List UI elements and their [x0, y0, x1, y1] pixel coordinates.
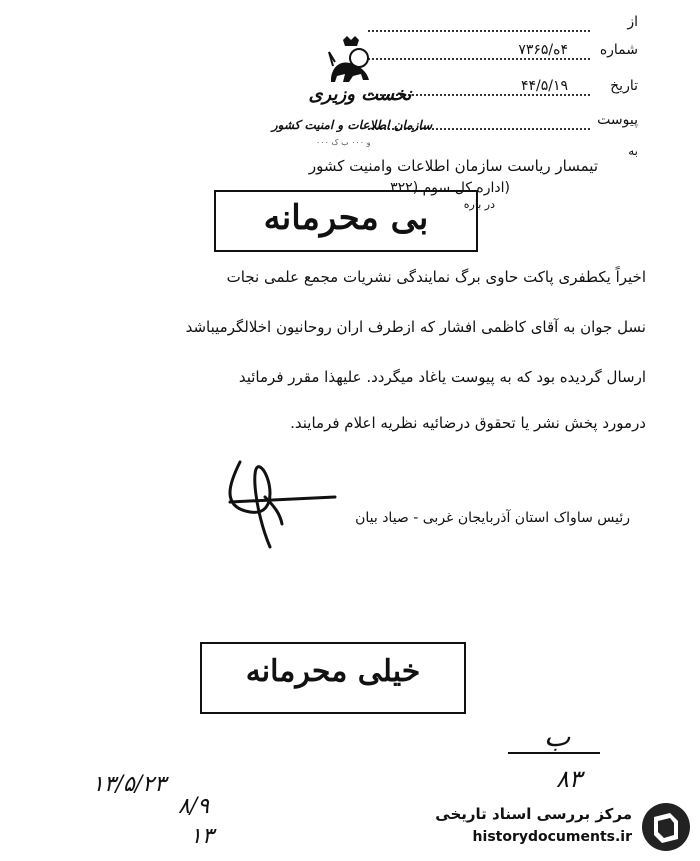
addressee-line: تیمسار ریاست سازمان اطلاعات وامنیت کشور — [308, 157, 598, 175]
number-label: شماره — [599, 42, 638, 58]
archive-watermark — [412, 799, 692, 855]
handwritten-underline — [508, 752, 600, 754]
attachment-label: پیوست — [597, 112, 638, 128]
body-line-1: اخیراً یکطفری پاکت حاوی برگ نمایندگی نشریات مجمع علمی نجات — [226, 268, 646, 286]
small-reference: ۰۰۰ و ۰۰۰ ب ک — [316, 138, 371, 147]
from-dotted-line — [368, 30, 590, 32]
body-line-3: ارسال گردیده بود که به پیوست یاغاد میگردد. علیهذا مقرر فرمائید — [238, 368, 646, 386]
confidential-stamp-top — [214, 190, 478, 252]
stamp-top-text: بی محرمانه — [263, 198, 429, 238]
handwritten-note-a: ب — [544, 720, 571, 753]
number-value: ۴ه/۷۳۶۵ — [518, 42, 568, 58]
from-field — [368, 14, 638, 36]
ministry-title: نخست وزیری — [308, 84, 412, 105]
lion-and-sun-emblem-icon — [323, 34, 379, 90]
date-value: ۴۴/۵/۱۹ — [520, 78, 568, 94]
number-field — [368, 42, 638, 64]
archive-logo-icon — [640, 801, 692, 853]
watermark-url: historydocuments.ir — [472, 829, 632, 845]
body-line-4: درمورد پخش نشر یا تحقوق درضائیه نظریه اعلام فرمایند. — [290, 414, 646, 432]
handwritten-note-c: ۱۳/۵/۲۳ — [92, 772, 166, 797]
stamp-bottom-text: خیلی محرمانه — [245, 654, 421, 689]
to-field — [368, 144, 638, 158]
date-label: تاریخ — [610, 78, 638, 94]
watermark-title: مرکز بررسی اسناد تاریخی — [435, 805, 632, 823]
handwritten-signature — [210, 452, 340, 552]
signature-line: رئیس ساواک استان آذربایجان غربی - صیاد بیان — [355, 510, 630, 526]
subject-label: در باره — [463, 198, 495, 211]
handwritten-note-b: ۸۳ — [556, 765, 582, 793]
handwritten-note-d: ۸/۹ — [178, 794, 210, 819]
organization-title: سازمان اطلاعات و امنیت کشور — [271, 118, 433, 132]
body-line-2: نسل جوان به آقای کاظمی افشار که ازطرف اران روحانیون اخلالگرمیباشد — [185, 318, 646, 336]
office-line: (اداره کل سوم (۳۲۲ — [390, 180, 510, 196]
confidential-stamp-bottom — [200, 642, 466, 714]
number-dotted-line — [368, 58, 590, 60]
handwritten-note-e: ۱۳ — [190, 824, 214, 849]
from-label: از — [627, 14, 638, 30]
to-label: به — [628, 144, 638, 158]
